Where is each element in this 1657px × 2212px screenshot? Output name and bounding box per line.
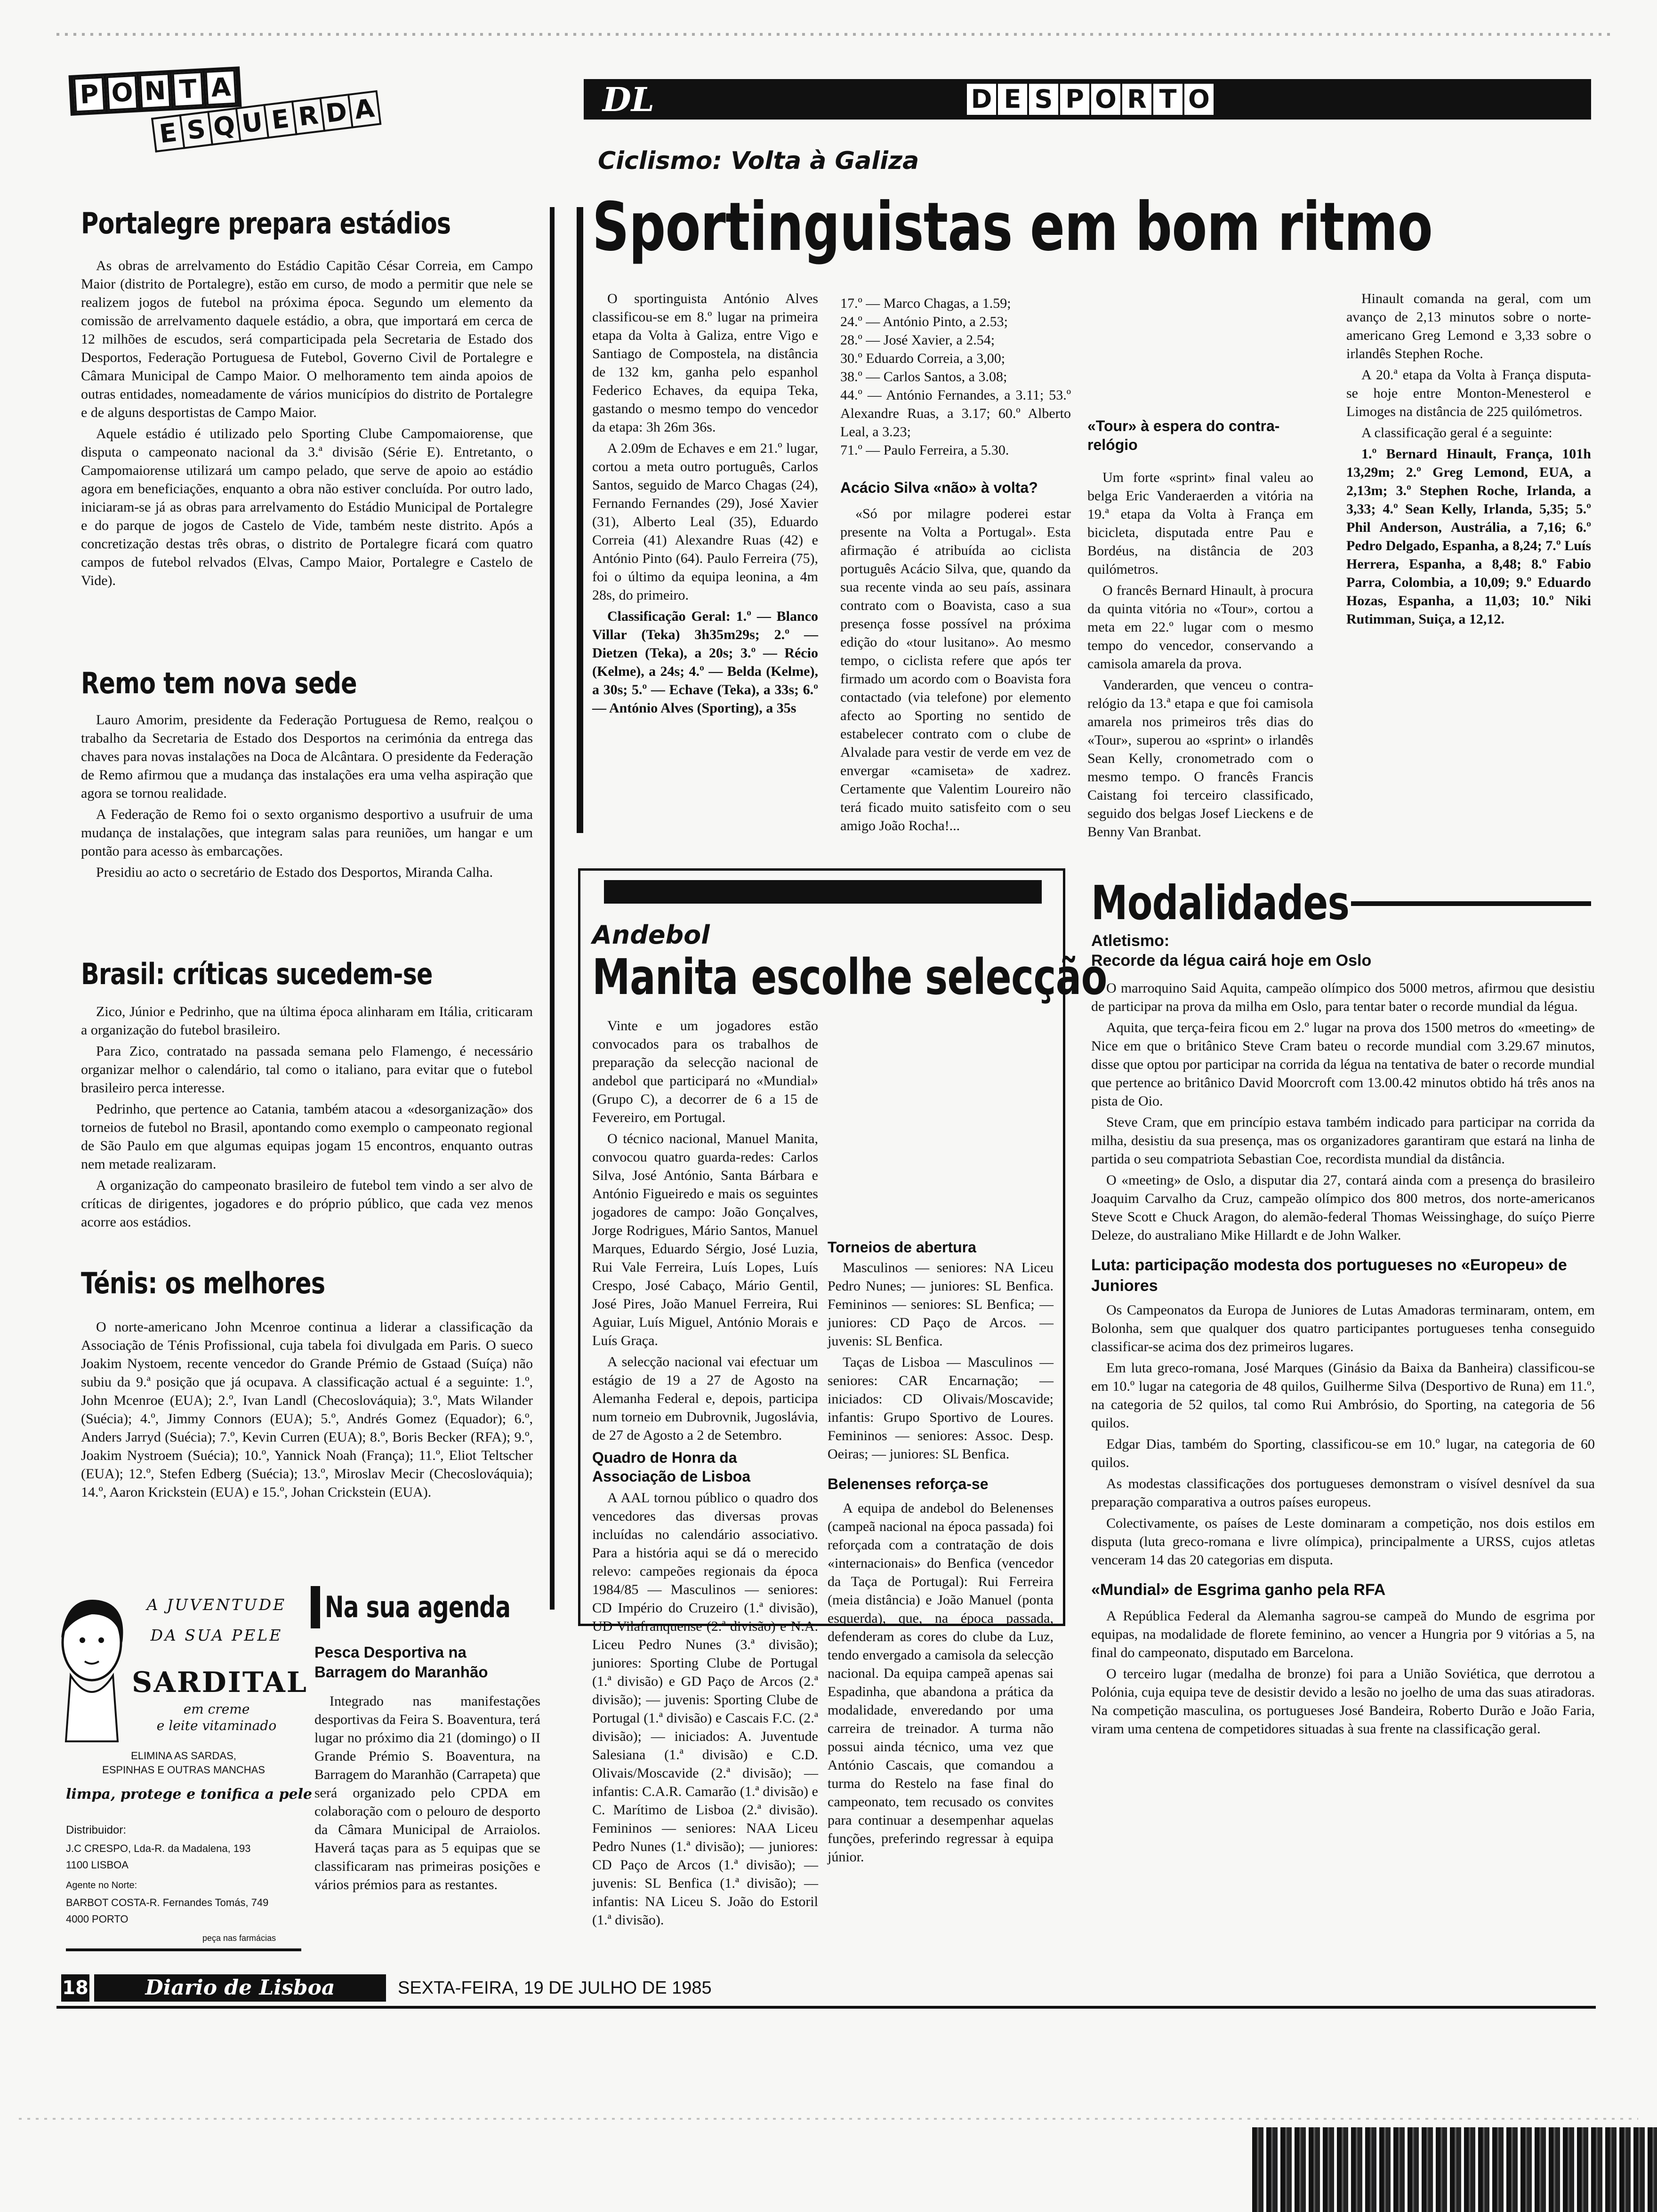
acacio-subtitle: Acácio Silva «não» à volta? [840,479,1038,496]
esquerda-letter: E [151,114,184,152]
sardital-advert [47,1586,313,1972]
paragraph: Em luta greco-romana, José Marques (Ginásio da Baixa da Banheira) classificou-se em 10.º lugar na categoria de 48 quilos, Guilherme Silva (Desportivo de Runa) em 11.º, na categoria de 52 quilos, tal como Rui Ambrósio, do Sporting, na categoria de 56 quilos. [1091,1360,1595,1431]
agenda-marker [311,1586,320,1628]
agenda-subtitle: Pesca Desportiva na Barragem do Maranhão [314,1643,488,1681]
desporto-banner [584,79,1591,120]
desporto-letter: R [1120,82,1151,117]
ad-brand: SARDITAL [132,1666,308,1699]
ad-sub2: e leite vitaminado [156,1718,277,1733]
paragraph: As modestas classificações dos portugueses demonstram o visível desnível da sua preparação comparativa a outros países europeus. [1091,1476,1595,1510]
standings-line: 28.º — José Xavier, a 2.54; [840,332,995,348]
paragraph: Zico, Júnior e Pedrinho, que na última época alinharam em Itália, criticaram a organização do futebol brasileiro. [81,1004,533,1038]
ad-claim2: ESPINHAS E OUTRAS MANCHAS [102,1764,265,1776]
desporto-letter: S [1027,82,1058,117]
paragraph: A organização do campeonato brasileiro de futebol tem vindo a ser alvo de críticas de dirigentes, jogadores e do próprio público, que cada vez menos acorre aos estádios. [81,1178,533,1230]
newspaper-name: Diario de Lisboa [94,1974,386,2002]
andebol-col2 [828,1017,1054,1865]
paragraph: O técnico nacional, Manuel Manita, convocou quatro guarda-redes: Carlos Silva, José António, Santa Bárbara e António Figueiredo e mais os seguintes jogadores de campo: João Gonçalves, Jorge Rodrigues, Mário Santos, Manuel Marques, Eduardo Sérgio, José Luzia, Rui Vale Ferreira, Luís Lopes, Luís Crespo, José Cabaço, Mário Gentil, José Pires, João Manuel Ferreira, Rui Aguiar, Luís Miguel, António Morais e Luís Graça. [592,1131,818,1348]
ad-agent-label: Agente no Norte: [66,1880,137,1891]
scan-noise-bottom [19,2118,1638,2120]
paragraph: Hinault comanda na geral, com um avanço de 2,13 minutos sobre o norte-americano Greg Lemond e 3,33 sobre o irlandês Stephen Roche. [1346,291,1591,361]
scan-noise-top [56,33,1610,36]
paragraph: Os Campeonatos da Europa de Juniores de Lutas Amadoras terminaram, ontem, em Bolonha, sem que qualquer dos quatro participantes portugueses tenha conseguido classificar-se acima dos dez primeiros lugares. [1091,1302,1595,1354]
paragraph: Vinte e um jogadores estão convocados para os trabalhos de preparação da selecção nacional de andebol que participará no «Mundial» (Grupo C), a decorrer de 6 a 15 de Fevereiro, em Portugal. [592,1018,818,1125]
modalidades-title: Modalidades [1091,875,1350,930]
agenda-body [314,1692,540,1970]
ad-footer: peça nas farmácias [202,1933,276,1943]
column-rule [550,207,555,1610]
remo-title: Remo tem nova sede [81,666,357,700]
paragraph: O sportinguista António Alves classificou-se em 8.º lugar na primeira etapa da Volta à Galiza, entre Vigo e Santiago de Compostela, na distância de 132 km, ganha pelo espanhol Federico Echaves, da equipa Teka, gastando o mesmo tempo do vencedor da etapa: 3h 26m 36s. [592,291,818,435]
cycling-rule [577,207,583,833]
footer-rule [56,2006,1596,2009]
ponta-letter: P [73,76,105,112]
desporto-letter: O [1182,82,1215,117]
paragraph: Vanderarden, que venceu o contra-relógio da 13.ª etapa e que foi camisola amarela nos primeiros três dias do «Tour», superou ao «sprint» o irlandês Sean Kelly, cronometrado com o mesmo tempo. O francês Francis Caistang foi terceiro classificado, seguido dos belgas Josef Lieckens e de Benny Van Branbat. [1087,677,1313,840]
andebol-headline: Manita escolhe selecção [592,948,1107,1006]
ad-claim1: ELIMINA AS SARDAS, [131,1750,236,1762]
paragraph: Integrado nas manifestações desportivas da Feira S. Boaventura, terá lugar no próximo dia 21 (domingo) o II Grande Prémio S. Boaventura, na Barragem do Maranhão (Carrapeta) que será organizado pelo CPDA em colaboração com o pelouro de desporto da Câmara Municipal de Arraiolos. Haverá taças para as 5 equipas que se classificaram nas primeiras posições e vários prémios para as restantes. [314,1693,540,1892]
cycling-col1 [592,289,818,857]
paragraph: As obras de arrelvamento do Estádio Capitão César Correia, em Campo Maior (distrito de Portalegre), estão em curso, de modo a permitir que nele se realizem jogos de futebol na próxima época. Segundo um elemento da comissão de arrelvamento daquele estádio, a obra, que importará em cerca de 12 milhões de escudos, será comparticipada pela Secretaria de Estado dos Desportos, Federação Portuguesa de Futebol, Governo Civil de Portalegre e Câmara Municipal de Campo Maior. O melhoramento tem ainda apoios de outras entidades, nomeadamente de vários municípios do distrito de Portalegre e de alguns desportistas de Campo Maior. [81,258,533,420]
paragraph: Lauro Amorim, presidente da Federação Portuguesa de Remo, realçou o trabalho da Secretaria de Estado dos Desportos na cerimónia da entrega das chaves para novas instalações na Doca de Alcântara. O presidente da Federação de Remo afirmou que a mudança das instalações era uma velha aspiração que agora se tornou realidade. [81,712,533,801]
tour-subtitle: «Tour» à espera do contra-relógio [1087,417,1280,453]
ad-sub1: em creme [183,1701,250,1717]
atletismo-subtitle: Recorde da légua cairá hoje em Oslo [1091,952,1372,970]
andebol-top-bar [604,880,1042,904]
paragraph: Classificação Geral: 1.º — Blanco Villar (Teka) 3h35m29s; 2.º — Dietzen (Teka), a 20s; 3.º — Récio (Kelme), a 24s; 4.º — Belda (Kelme), a 30s; 5.º — Echave (Teka), a 33s; 6.º — António Alves (Sporting), a 35s [592,609,818,716]
ad-dist-label: Distribuidor: [66,1824,127,1836]
paragraph: Masculinos — seniores: NA Liceu Pedro Nunes; — juniores: SL Benfica. Femininos — seniores: SL Benfica; — juniores: CD Paço de Arcos. — juvenis: SL Benfica. [828,1260,1054,1349]
desporto-letter: P [1058,82,1089,117]
paragraph: Para Zico, contratado na passada semana pelo Flamengo, é necessário organizar melhor o calendário, tal como o italiano, para evitar que o futebol brasileiro perca interesse. [81,1043,533,1096]
paragraph: A classificação geral é a seguinte: [1361,425,1552,441]
andebol-col1 [592,1017,818,1928]
standings-line: 24.º — António Pinto, a 2.53; [840,314,1008,329]
standings-line: 71.º — Paulo Ferreira, a 5.30. [840,442,1009,458]
dl-logo: DL [603,80,654,119]
scan-edge-artifact [1252,2127,1657,2212]
paragraph: Colectivamente, os países de Leste dominaram a competição, nos dois estilos em disputa (luta greco-romana e livre olímpica), principalmente a URSS, cujos atletas venceram 14 das 20 categorias em disputa. [1091,1515,1595,1568]
ad-line2: DA SUA PELE [150,1626,283,1644]
ponta-letter: A [205,70,237,106]
ponta-letter: O [106,75,138,111]
ad-dist2: 1100 LISBOA [66,1859,129,1871]
standings-line: 38.º — Carlos Santos, a 3.08; [840,369,1007,385]
paragraph: A 2.09m de Echaves e em 21.º lugar, cortou a meta outro português, Carlos Santos, seguido de Marco Chagas (24), Fernando Fernandes (29), José Xavier (31), Alberto Leal (35), Eduardo Correia (41) Alexandre Ruas (42) e António Pinto (64). Paulo Ferreira (75), foi o último da equipa leonina, a 4m 28s, do primeiro. [592,441,818,603]
esquerda-letter: R [291,97,324,136]
desporto-letter: D [965,82,996,117]
ponta-letter: N [139,73,171,109]
paragraph: O terceiro lugar (medalha de bronze) foi para a União Soviética, que derrotou a Polónia, cuja equipa teve de desistir devido a lesão no joelho de uma das suas atiradoras. Na competição masculina, os portugueses José Bandeira, Roberto Durão e João Faria, viram uma centena de competidores situadas à sua frente na classificação geral. [1091,1666,1595,1737]
portalegre-title: Portalegre prepara estádios [81,206,451,240]
remo-body [81,711,533,946]
luta-subtitle: Luta: participação modesta dos portugueses no «Europeu» de Juniores [1091,1256,1567,1295]
andebol-box [578,868,1107,1928]
desporto-letter: E [996,82,1027,117]
andebol-kicker: Andebol [592,920,710,950]
standings-line: 30.º Eduardo Correia, a 3,00; [840,351,1005,366]
brasil-body [81,1002,533,1242]
cycling-headline: Sportinguistas em bom ritmo [592,188,1432,266]
paragraph: Aquele estádio é utilizado pelo Sporting Clube Campomaiorense, que disputa o campeonato nacional da 3.ª divisão (Série E). Entretanto, o Campomaiorense utilizará um campo pelado, que serve de apoio ao estádio agora em beneficiações, enquanto a obra não estiver concluída. Por outro lado, iniciaram-se já as obras para arrelvamento do Estádio Municipal de Portalegre e do parque de jogos de Castelo de Vide, também neste distrito. Após a concretização destas três obras, o distrito de Portalegre ficará com quatro campos de futebol relvados (Elvas, Campo Maior, Portalegre e Castelo de Vide). [81,426,533,588]
desporto-letter: T [1151,82,1182,117]
paragraph: Taças de Lisboa — Masculinos — seniores: CAR Encarnação; — iniciados: CD Olivais/Moscavide; infantis: Grupo Sportivo de Loures. Femininos — seniores: Assoc. Desp. Oeiras; — juniores: SL Benfica. [828,1354,1054,1462]
esquerda-letter: A [347,90,382,128]
ad-agent2: 4000 PORTO [66,1913,129,1925]
esquerda-letter: U [235,104,268,142]
agenda-title: Na sua agenda [325,1590,511,1624]
cycling-col2 [840,294,1071,845]
tenis-body [81,1318,533,1572]
belenenses-subtitle: Belenenses reforça-se [828,1475,989,1492]
esgrima-subtitle: «Mundial» de Esgrima ganho pela RFA [1091,1581,1386,1599]
ponta-letter: T [172,71,204,107]
issue-date: SEXTA-FEIRA, 19 DE JULHO DE 1985 [398,1978,712,1998]
paragraph: O «meeting» de Oslo, a disputar dia 27, contará ainda com a presença do brasileiro Joaquim Carvalho da Cruz, campeão olímpico dos 800 metros, dos norte-americanos Steve Scott e Chuck Aragon, do alemão-federal Thomas Weissinghage, do suíço Pierre Deleze, do australiano Mike Hillardt e de John Walker. [1091,1172,1595,1243]
agenda-box [311,1586,546,1972]
paragraph: A República Federal da Alemanha sagrou-se campeã do Mundo de esgrima por equipas, na modalidade de florete feminino, ao vencer a Hungria por 9 vitórias a 5, na final do campeonato, disputado em Barcelona. [1091,1608,1595,1660]
ad-slogan: limpa, protege e tonifica a pele [66,1786,313,1803]
desporto-letter: O [1089,82,1120,117]
paragraph: Edgar Dias, também do Sporting, classificou-se em 10.º lugar, na categoria de 60 quilos. [1091,1436,1595,1470]
paragraph: A selecção nacional vai efectuar um estágio de 19 a 27 de Agosto na Alemanha Federal e, depois, participa num torneio em Dubrovnik, Jugoslávia, de 27 de Agosto a 2 de Setembro. [592,1354,818,1443]
ad-dist1: J.C CRESPO, Lda-R. da Madalena, 193 [66,1843,251,1854]
paragraph: Steve Cram, que em princípio estava também indicado para participar na corrida da milha, desistiu da sua presença, mas os organizadores garantiram que estará na linha de partida o seu compatriota Sebastian Coe, recordista mundial da distância. [1091,1114,1595,1167]
torneios-subtitle: Torneios de abertura [828,1239,976,1256]
paragraph: «Só por milagre poderei estar presente na Volta a Portugal». Esta afirmação é atribuída ao ciclista português Acácio Silva, que, quando da sua recente vinda ao seu país, assinara contrato com o Boavista, caso a sua presença fosse possível na próxima edição do «tour lusitano». Ao mesmo tempo, o ciclista refere que após ter firmado um acordo com o Boavista fora contactado (via telefone) por elemento afecto ao Sporting no sentido de estabelecer contrato com o clube de Alvalade para vestir de verde em vez de envergar «camiseta» de xadrez. Certamente que Valentim Loureiro não terá ficado muito satisfeito com o seu amigo João Rocha!... [840,506,1071,834]
paragraph: A AAL tornou público o quadro dos vencedores das diversas provas incluídas no calendário associativo. Para a história aqui se dá o merecido relevo: campeões regionais da época 1984/85 — Masculinos — seniores: CD Império do Cruzeiro (1.ª divisão), UD Vilafranquense (2.ª divisão) e N.A. Liceu Pedro Nunes (3.ª divisão); juniores: Sporting Clube de Portugal (1.ª divisão) e GD Paço de Arcos (2.ª divisão); — juvenis: Sporting Clube de Portugal (1.ª divisão) e Cascais F.C. (2.ª divisão); — iniciados: A. Juventude Salesiana (1.ª divisão) e C.D. Olivais/Moscavide (2.ª divisão); — infantis: C.A.R. Camarão (1.ª divisão) e C. Marítimo de Lisboa (2.ª divisão). Femininos — seniores: NAA Liceu Pedro Nunes (1.ª divisão); — juniores: CD Paço de Arcos (1.ª divisão); — juvenis: SL Benfica (1.ª divisão); — infantis: NA Liceu S. João do Estoril (1.ª divisão). [592,1490,818,1928]
esquerda-letter: S [179,111,212,149]
cycling-kicker: Ciclismo: Volta à Galiza [598,147,919,175]
ad-line1: A JUVENTUDE [146,1595,287,1614]
esquerda-letter: D [319,94,352,132]
paragraph: Um forte «sprint» final valeu ao belga Eric Vanderaerden a vitória na 19.ª etapa da Volta à França em bicicleta, disputada entre Pau e Bordéus, na distância de 203 quilómetros. [1087,470,1313,577]
paragraph: O francês Bernard Hinault, à procura da quinta vitória no «Tour», cortou a meta em 22.º lugar com o mesmo tempo do vencedor, conservando a camisola amarela da prova. [1087,583,1313,672]
modalidades-body [1091,979,1595,1737]
page-number: 18 [61,1974,89,2002]
paragraph: O norte-americano John Mcenroe continua a liderar a classificação da Associação de Ténis Profissional, cuja tabela foi divulgada em Paris. O sueco Joakim Nystoem, recente vencedor do Grande Prémio de Gstaad (Suíça) não subiu da 9.ª posição que já ocupava. A classificação actual é a seguinte: 1.º, John Mcenroe (EUA); 2.º, Ivan Landl (Checoslováquia); 3.º, Mats Wilander (Suécia); 4.º, Jimmy Connors (EUA); 5.º, Andrés Gomez (Equador); 6.º, Anders Jarryd (Suécia); 7.º, Kevin Curren (EUA); 8.º, Boris Becker (RFA); 9.º, Joakim Nystroem (Suécia); 10.º, Yannick Noah (França); 11.º, Eliot Teltscher (EUA); 12.º, Stefen Edberg (Suécia); 13.º, Miroslav Mecir (Checoslováquia); 14.º, Aaron Krickstein (EUA) e 15.º, Johan Crickstein (EUA). [81,1319,533,1500]
paragraph: Presidiu ao acto o secretário de Estado dos Desportos, Miranda Calha. [96,865,493,880]
paragraph: 1.º Bernard Hinault, França, 101h 13,29m; 2.º Greg Lemond, EUA, a 2,13m; 3.º Stephen Roche, Irlanda, a 3,33; 4.º Sean Kelly, Irlanda, 5,35; 5.º Phil Anderson, Austrália, a 7,16; 6.º Pedro Delgado, Espanha, a 8,24; 7.º Luís Herrera, Espanha, a 8,48; 8.º Fabio Parra, Colombia, a 10,09; 9.º Eduardo Hozas, Espanha, a 11,03; 10.º Niki Rutimman, Suiça, a 12,12. [1346,446,1591,627]
paragraph: A equipa de andebol do Belenenses (campeã nacional na época passada) foi reforçada com a contratação de dois «internacionais» do Benfica (vencedor da Taça de Portugal): Rui Ferreira (meia distância) e João Manuel (ponta esquerda), que, na época passada, defenderam as cores do clube da Luz, tendo envergado a camisola da selecção nacional. Da equipa campeã apenas sai Espadinha, que abandona a prática da modalidade, enveredando por uma carreira de treinador. A turma não possui ainda técnico, uma vez que António Cascais, que comandou a turma do Restelo na fase final do campeonato, tem recusado os convites para continuar a desempenhar aquelas funções, preferindo regressar à equipa júnior. [828,1500,1054,1865]
quadro-subtitle: Quadro de Honra da Associação de Lisboa [592,1449,751,1485]
standings-line: 44.º — António Fernandes, a 3.11; 53.º Alexandre Ruas, a 3.17; 60.º Alberto Leal, a 3.23; [840,387,1071,440]
paragraph: Aquita, que terça-feira ficou em 2.º lugar na prova dos 1500 metros do «meeting» de Nice em que o britânico Steve Cram bateu o recorde mundial com 3.29.67 minutos, disse que optou por participar na corrida da légua na tentativa de bater o recorde mundial que pertence ao britânico David Moorcroft com 13.00.42 minutos obtido há três anos na pista de Oio. [1091,1020,1595,1109]
esquerda-banner [155,93,383,152]
tenis-title: Ténis: os melhores [81,1266,325,1300]
esquerda-letter: Q [207,108,240,146]
woman-portrait-icon [47,1586,137,1741]
standings-line: 17.º — Marco Chagas, a 1.59; [840,296,1011,311]
cycling-col3 [1087,289,1313,845]
ad-rule [66,1948,301,1951]
esquerda-letter: E [263,101,296,139]
paragraph: A 20.ª etapa da Volta à França disputa-se hoje entre Monton-Menesterol e Limoges na distância de 225 quilómetros. [1346,367,1591,419]
modalidades-rule [1351,901,1591,906]
paragraph: Pedrinho, que pertence ao Catania, também atacou a «desorganização» dos torneios de futebol no Brasil, apontando como exemplo o campeonato regional de São Paulo em que algumas equipas jogam 15 encontros, enquanto outras nem metade realizaram. [81,1101,533,1172]
paragraph: A Federação de Remo foi o sexto organismo desportivo a usufruir de uma mudança de instalações, que integram salas para reuniões, um hangar e um pontão para acesso às embarcações. [81,807,533,859]
brasil-title: Brasil: críticas sucedem-se [81,957,433,991]
cycling-col4 [1346,289,1591,845]
atletismo-label: Atletismo: [1091,932,1170,950]
paragraph: O marroquino Said Aquita, campeão olímpico dos 5000 metros, afirmou que desistiu de participar na prova da milha em Oslo, para tentar bater o recorde mundial da légua. [1091,980,1595,1014]
ad-agent1: BARBOT COSTA-R. Fernandes Tomás, 749 [66,1897,269,1908]
